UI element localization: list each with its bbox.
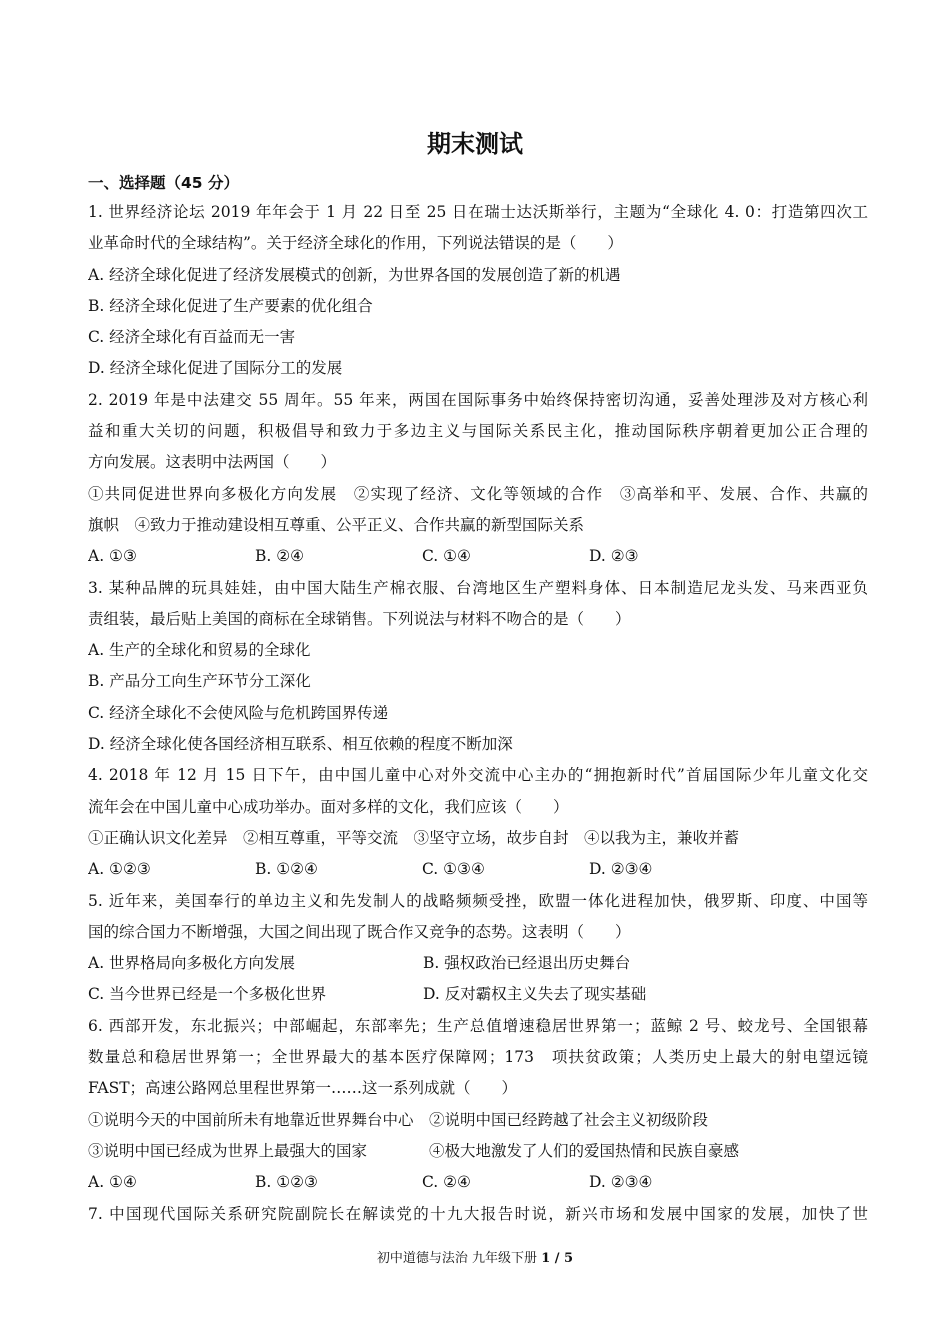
q4-stem-line-1: 4. 2018 年 12 月 15 日下午，由中国儿童中心对外交流中心主办的“拥抱新时代”首届国际少年儿童文化交 xyxy=(88,766,868,785)
q7-stem-line-1: 7. 中国现代国际关系研究院副院长在解读党的十九大报告时说，新兴市场和发展中国家的发展，加快了世 xyxy=(88,1204,868,1223)
page-footer xyxy=(0,1247,950,1266)
q1-stem-line-1: 1. 世界经济论坛 2019 年年会于 1 月 22 日至 25 日在瑞士达沃斯举行，主题为“全球化 4. 0：打造第四次工 xyxy=(88,203,868,221)
q2-stem-line-1: 2. 2019 年是中法建交 55 周年。55 年来，两国在国际事务中始终保持密切沟通，妥善处理涉及对方核心利 xyxy=(88,390,868,409)
q1-stem-line-2: 业革命时代的全球结构”。关于经济全球化的作用，下列说法错误的是（ ） xyxy=(88,234,623,253)
q2-option-b: B. ②④ xyxy=(255,547,305,566)
q5-options-row-2 xyxy=(88,979,868,1010)
q3-stem-line-2: 责组装，最后贴上美国的商标在全球销售。下列说法与材料不吻合的是（ ） xyxy=(88,609,631,628)
q6-option-d: D. ②③④ xyxy=(589,1173,653,1192)
page-number: 1 / 5 xyxy=(541,1251,574,1266)
q5-option-b: B. 强权政治已经退出历史舞台 xyxy=(423,954,631,973)
q2-items-line-1: ①共同促进世界向多极化方向发展 ②实现了经济、文化等领域的合作 ③高举和平、发展、合作、共赢的 xyxy=(88,484,868,503)
q3-stem-line-1: 3. 某种品牌的玩具娃娃，由中国大陆生产棉衣服、台湾地区生产塑料身体、日本制造尼龙头发、马来西亚负 xyxy=(88,578,868,597)
q5-option-d: D. 反对霸权主义失去了现实基础 xyxy=(423,985,647,1004)
q3-option-a: A. 生产的全球化和贸易的全球化 xyxy=(88,641,311,660)
q5-stem-line-1: 5. 近年来，美国奉行的单边主义和先发制人的战略频频受挫，欧盟一体化进程加快，俄罗斯、印度、中国等 xyxy=(88,891,868,910)
q1-option-d: D. 经济全球化促进了国际分工的发展 xyxy=(88,359,343,378)
q2-option-c: C. ①④ xyxy=(422,547,471,566)
q6-items-line-2: ③说明中国已经成为世界上最强大的国家 ④极大地激发了人们的爱国热情和民族自豪感 xyxy=(88,1141,740,1160)
q3-option-d: D. 经济全球化使各国经济相互联系、相互依赖的程度不断加深 xyxy=(88,735,513,754)
q4-option-a: A. ①②③ xyxy=(88,860,151,879)
section-heading: 一、选择题（45 分） xyxy=(88,174,239,192)
q2-items-line-2: 旗帜 ④致力于推动建设相互尊重、公平正义、合作共赢的新型国际关系 xyxy=(88,515,585,534)
q4-option-c: C. ①③④ xyxy=(422,860,485,879)
q6-stem-line-3: FAST；高速公路网总里程世界第一……这一系列成就（ ） xyxy=(88,1079,518,1098)
q6-option-c: C. ②④ xyxy=(422,1173,471,1192)
q2-options xyxy=(88,541,868,572)
q4-items-line-1: ①正确认识文化差异 ②相互尊重，平等交流 ③坚守立场，故步自封 ④以我为主，兼收并蓄 xyxy=(88,828,740,847)
q5-option-c: C. 当今世界已经是一个多极化世界 xyxy=(88,985,327,1004)
question-list xyxy=(88,197,868,1230)
q1-option-b: B. 经济全球化促进了生产要素的优化组合 xyxy=(88,296,373,315)
page-title: 期末测试 xyxy=(427,130,523,158)
q6-items-line-1: ①说明今天的中国前所未有地靠近世界舞台中心 ②说明中国已经跨越了社会主义初级阶段 xyxy=(88,1110,709,1129)
q6-option-b: B. ①②③ xyxy=(255,1173,318,1192)
q4-stem-line-2: 流年会在中国儿童中心成功举办。面对多样的文化，我们应该（ ） xyxy=(88,797,569,816)
footer-text: 初中道德与法治 九年级下册 xyxy=(376,1251,542,1266)
q6-stem-line-1: 6. 西部开发，东北振兴；中部崛起，东部率先；生产总值增速稳居世界第一；蓝鲸 2 号、蛟龙号、全国银幕 xyxy=(88,1016,868,1035)
q2-stem-line-2: 益和重大关切的问题，积极倡导和致力于多边主义与国际关系民主化，推动国际秩序朝着更加公正合理的 xyxy=(88,422,868,441)
q4-option-d: D. ②③④ xyxy=(589,860,653,879)
q5-option-a: A. 世界格局向多极化方向发展 xyxy=(88,954,296,973)
q6-option-a: A. ①④ xyxy=(88,1173,137,1192)
q1-option-a: A. 经济全球化促进了经济发展模式的创新，为世界各国的发展创造了新的机遇 xyxy=(88,265,621,284)
q4-option-b: B. ①②④ xyxy=(255,860,318,879)
q4-options xyxy=(88,854,868,885)
q2-stem-line-3: 方向发展。这表明中法两国（ ） xyxy=(88,453,337,472)
q3-option-c: C. 经济全球化不会使风险与危机跨国界传递 xyxy=(88,703,389,722)
q5-stem-line-2: 国的综合国力不断增强，大国之间出现了既合作又竞争的态势。这表明（ ） xyxy=(88,922,631,941)
q2-option-a: A. ①③ xyxy=(88,547,137,566)
q1-option-c: C. 经济全球化有百益而无一害 xyxy=(88,328,296,347)
q2-option-d: D. ②③ xyxy=(589,547,639,566)
q3-option-b: B. 产品分工向生产环节分工深化 xyxy=(88,672,311,691)
q6-options xyxy=(88,1167,868,1198)
q5-options-row-1 xyxy=(88,948,868,979)
q6-stem-line-2: 数量总和稳居世界第一；全世界最大的基本医疗保障网；173 项扶贫政策；人类历史上最大的射电望远镜 xyxy=(88,1048,868,1067)
